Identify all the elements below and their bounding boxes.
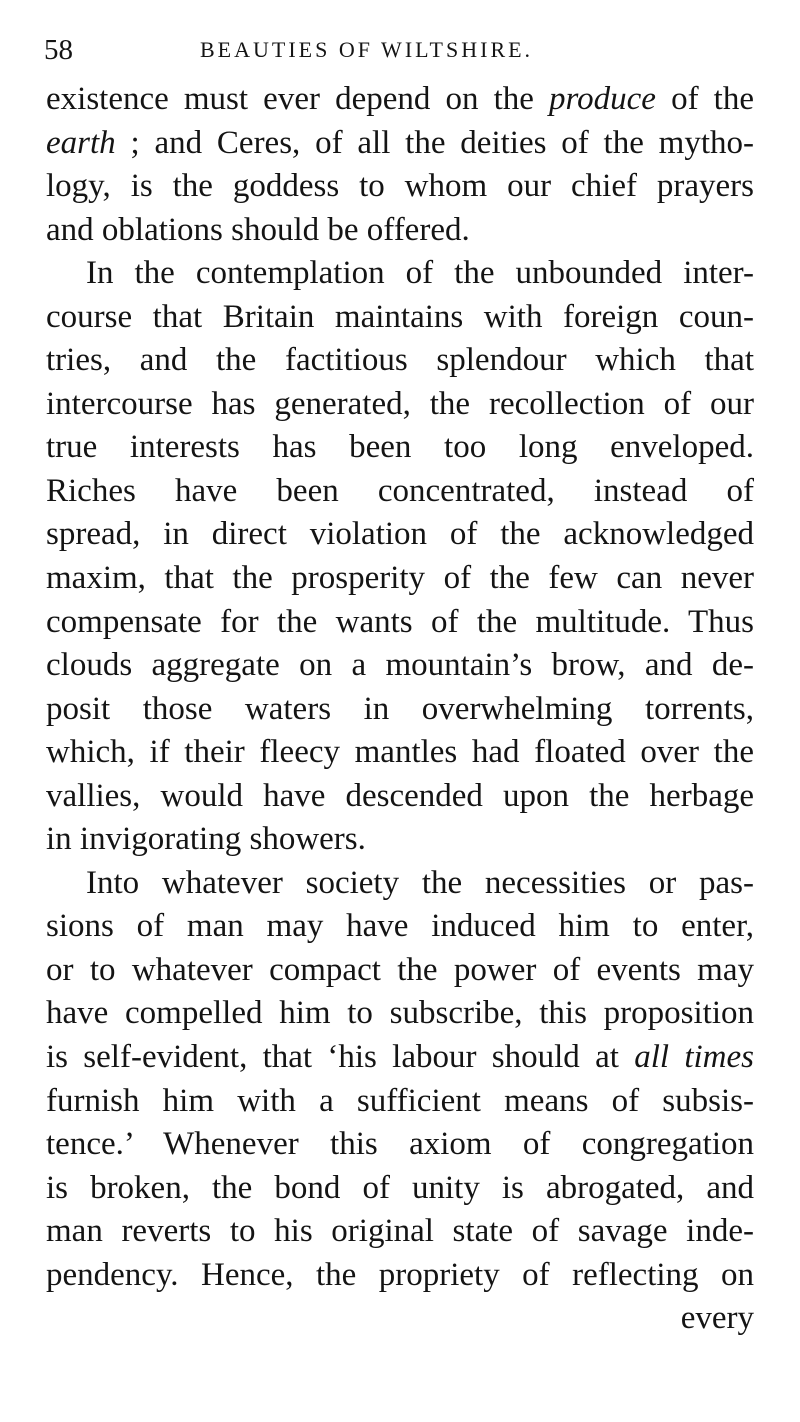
text-line [46,122,754,166]
text-line [46,949,754,993]
text-line [46,905,754,949]
text-line [46,470,754,514]
text-segment: and oblations should be offered. [46,211,470,248]
text-line [46,165,754,209]
text-segment: ; and Ceres, of all the deities of the mytho- [115,124,754,161]
page-header [44,30,756,70]
text-segment: is broken, the bond of unity is abrogated, and [46,1169,754,1206]
text-segment: furnish him with a sufficient means of subsis- [46,1082,754,1119]
text-line [46,1123,754,1167]
text-line [46,644,754,688]
text-segment: Into whatever society the necessities or pas- [86,864,754,901]
text-segment: tence.’ Whenever this axiom of congregation [46,1126,754,1163]
text-line [46,688,754,732]
text-segment: clouds aggregate on a mountain’s brow, and de- [46,647,754,684]
text-segment: compensate for the wants of the multitude. Thus [46,603,754,640]
text-segment: course that Britain maintains with foreign coun- [46,298,754,335]
text-segment: In the contemplation of the unbounded inter- [86,255,754,292]
text-segment: Riches have been concentrated, instead of [46,472,754,509]
text-line [46,862,754,906]
text-line [46,992,754,1036]
page-number: 58 [44,34,73,66]
text-line [46,209,754,253]
text-segment: man reverts to his original state of savage inde- [46,1213,754,1250]
text-segment: true interests has been too long enveloped. [46,429,754,466]
text-line [46,383,754,427]
text-segment: or to whatever compact the power of events may [46,951,754,988]
text-line [46,78,754,122]
text-segment: maxim, that the prosperity of the few can never [46,560,754,597]
italic-text: earth [46,124,116,161]
text-segment: is self-evident, that ‘his labour should at [46,1039,635,1076]
text-line [46,513,754,557]
text-line [46,1254,754,1298]
text-line [46,601,754,645]
text-line [46,731,754,775]
text-line [46,818,754,862]
text-segment: pendency. Hence, the propriety of reflecting on [46,1256,754,1293]
text-line [46,426,754,470]
text-segment: vallies, would have descended upon the herbage [46,777,754,814]
text-segment: intercourse has generated, the recollection of our [46,385,754,422]
body-text [46,78,754,1341]
text-segment: sions of man may have induced him to enter, [46,908,754,945]
running-head: BEAUTIES OF WILTSHIRE. [200,37,534,62]
text-segment: of the [655,81,754,117]
text-line [46,1036,754,1080]
text-segment: spread, in direct violation of the acknowledged [46,516,754,553]
text-segment: logy, is the goddess to whom our chief prayers [46,168,754,205]
text-segment: have compelled him to subscribe, this proposition [46,995,754,1032]
catchword [46,1297,754,1341]
text-segment: tries, and the factitious splendour which that [46,342,754,379]
text-line [46,296,754,340]
text-segment: in invigorating showers. [46,821,366,858]
text-line [46,1210,754,1254]
text-line [46,252,754,296]
text-line [46,1167,754,1211]
text-segment: existence must ever depend on the [46,81,550,117]
text-line [46,775,754,819]
text-segment: posit those waters in overwhelming torrents, [46,690,754,727]
italic-text: produce [549,81,656,117]
text-line [46,339,754,383]
text-segment: every [680,1300,754,1337]
text-line [46,557,754,601]
text-segment: which, if their fleecy mantles had floated over the [46,734,754,771]
italic-text: all times [634,1039,754,1076]
text-line [46,1080,754,1124]
